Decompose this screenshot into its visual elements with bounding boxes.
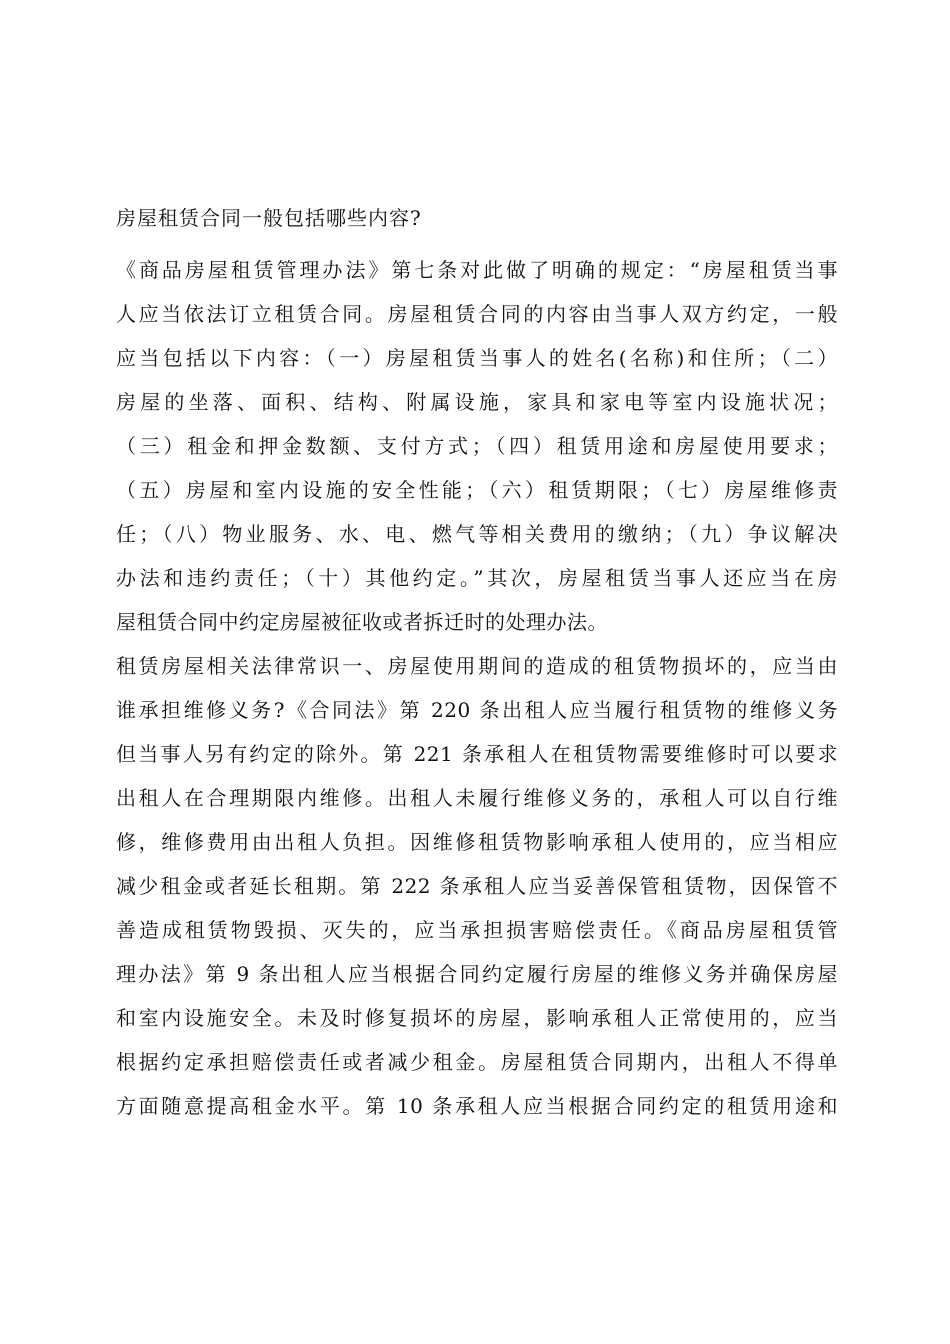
text-line: 《商品房屋租赁管理办法》第七条对此做了明确的规定：“房屋租赁当事 bbox=[116, 258, 838, 282]
text-line: 办法和违约责任；（十）其他约定。”其次，房屋租赁当事人还应当在房 bbox=[116, 566, 838, 590]
text-line: 根据约定承担赔偿责任或者减少租金。房屋租赁合同期内，出租人不得单 bbox=[116, 1050, 838, 1074]
text-line: 租赁房屋相关法律常识一、房屋使用期间的造成的租赁物损坏的，应当由 bbox=[116, 654, 838, 678]
text-line: 屋租赁合同中约定房屋被征收或者拆迁时的处理办法。 bbox=[116, 610, 608, 634]
text-line: 任；（八）物业服务、水、电、燃气等相关费用的缴纳；（九）争议解决 bbox=[116, 522, 838, 546]
text-line: 出租人在合理期限内维修。出租人未履行维修义务的，承租人可以自行维 bbox=[116, 786, 838, 810]
paragraph-1 bbox=[116, 248, 838, 644]
text-line: 修，维修费用由出租人负担。因维修租赁物影响承租人使用的，应当相应 bbox=[116, 830, 838, 854]
text-line: 减少租金或者延长租期。第 222 条承租人应当妥善保管租赁物，因保管不 bbox=[116, 874, 838, 898]
text-line: （五）房屋和室内设施的安全性能；（六）租赁期限；（七）房屋维修责 bbox=[116, 478, 838, 502]
text-line: 房屋的坐落、面积、结构、附属设施，家具和家电等室内设施状况； bbox=[116, 390, 838, 414]
text-line: 方面随意提高租金水平。第 10 条承租人应当根据合同约定的租赁用途和 bbox=[116, 1094, 838, 1118]
document-page bbox=[116, 204, 838, 1128]
text-line: 理办法》第 9 条出租人应当根据合同约定履行房屋的维修义务并确保房屋 bbox=[116, 962, 838, 986]
text-line: 和室内设施安全。未及时修复损坏的房屋，影响承租人正常使用的，应当 bbox=[116, 1006, 838, 1030]
text-line: 但当事人另有约定的除外。第 221 条承租人在租赁物需要维修时可以要求 bbox=[116, 742, 838, 766]
paragraph-2 bbox=[116, 644, 838, 1128]
text-line: （三）租金和押金数额、支付方式；（四）租赁用途和房屋使用要求； bbox=[116, 434, 838, 458]
text-line: 谁承担维修义务?《合同法》第 220 条出租人应当履行租赁物的维修义务 bbox=[116, 698, 838, 722]
text-line: 应当包括以下内容：（一）房屋租赁当事人的姓名(名称)和住所；（二） bbox=[116, 346, 838, 370]
text-line: 善造成租赁物毁损、灭失的，应当承担损害赔偿责任。《商品房屋租赁管 bbox=[116, 918, 838, 942]
document-title: 房屋租赁合同一般包括哪些内容? bbox=[116, 206, 422, 230]
text-line: 人应当依法订立租赁合同。房屋租赁合同的内容由当事人双方约定，一般 bbox=[116, 302, 838, 326]
